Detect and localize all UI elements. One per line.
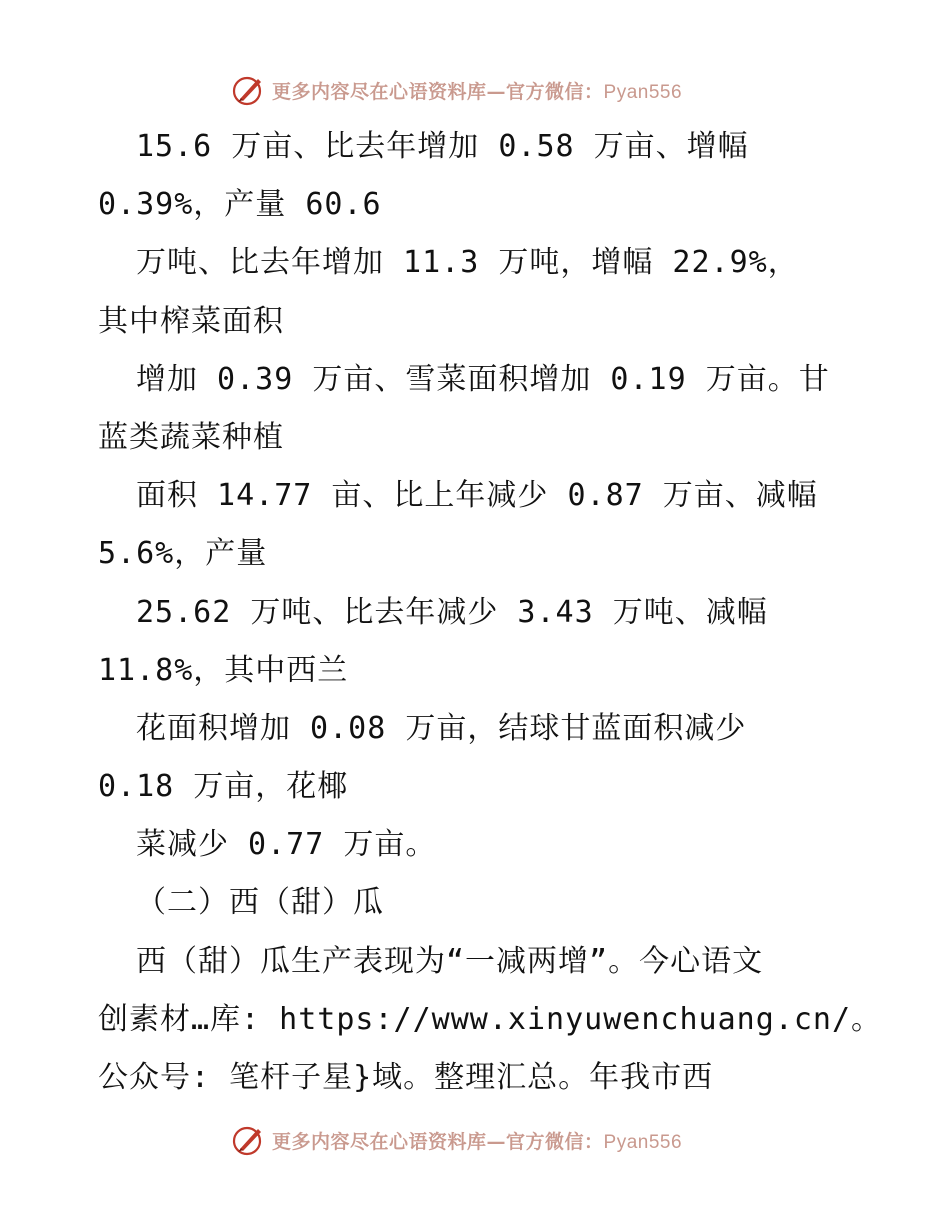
watermark-label: 更多内容尽在心语资料库—官方微信： [272, 1130, 604, 1153]
document-body [98, 118, 883, 1107]
text-line: 面积 14.77 亩、比上年减少 0.87 万亩、减幅 [136, 478, 818, 514]
text-line: 花面积增加 0.08 万亩，结球甘蓝面积减少 [136, 710, 747, 746]
text-line: 蓝类蔬菜种植 [98, 419, 284, 455]
text-line: 11.8%，其中西兰 [98, 652, 349, 688]
text-line: 0.18 万亩，花椰 [98, 769, 349, 805]
text-line: 创素材…库: https://www.xinyuwenchuang.cn/。 [98, 1001, 883, 1037]
watermark-footer [232, 1123, 682, 1157]
watermark-header [232, 73, 682, 107]
watermark-text [272, 1127, 682, 1154]
text-line: 0.39%，产量 60.6 [98, 187, 382, 223]
text-line: 万吨、比去年增加 11.3 万吨，增幅 22.9%， [136, 245, 799, 281]
watermark-label: 更多内容尽在心语资料库—官方微信： [272, 80, 604, 103]
watermark-account: Pyan556 [603, 81, 683, 103]
watermark-text [272, 77, 682, 104]
text-line: 5.6%，产量 [98, 536, 268, 572]
text-line: 25.62 万吨、比去年减少 3.43 万吨、减幅 [136, 594, 768, 630]
text-line: 菜减少 0.77 万亩。 [136, 827, 437, 863]
watermark-account: Pyan556 [603, 1131, 683, 1153]
text-line: 公众号: 笔杆子星}域。整理汇总。年我市西 [98, 1060, 714, 1095]
section-heading: （二）西（甜）瓜 [136, 885, 384, 921]
quill-pen-circle-icon [232, 73, 266, 107]
quill-pen-circle-icon [232, 1123, 266, 1157]
text-line: 其中榨菜面积 [98, 303, 284, 339]
text-line: 增加 0.39 万亩、雪菜面积增加 0.19 万亩。甘 [136, 361, 830, 397]
text-line: 西（甜）瓜生产表现为“一减两增”。今心语文 [136, 943, 764, 979]
text-line: 15.6 万亩、比去年增加 0.58 万亩、增幅 [136, 129, 749, 164]
